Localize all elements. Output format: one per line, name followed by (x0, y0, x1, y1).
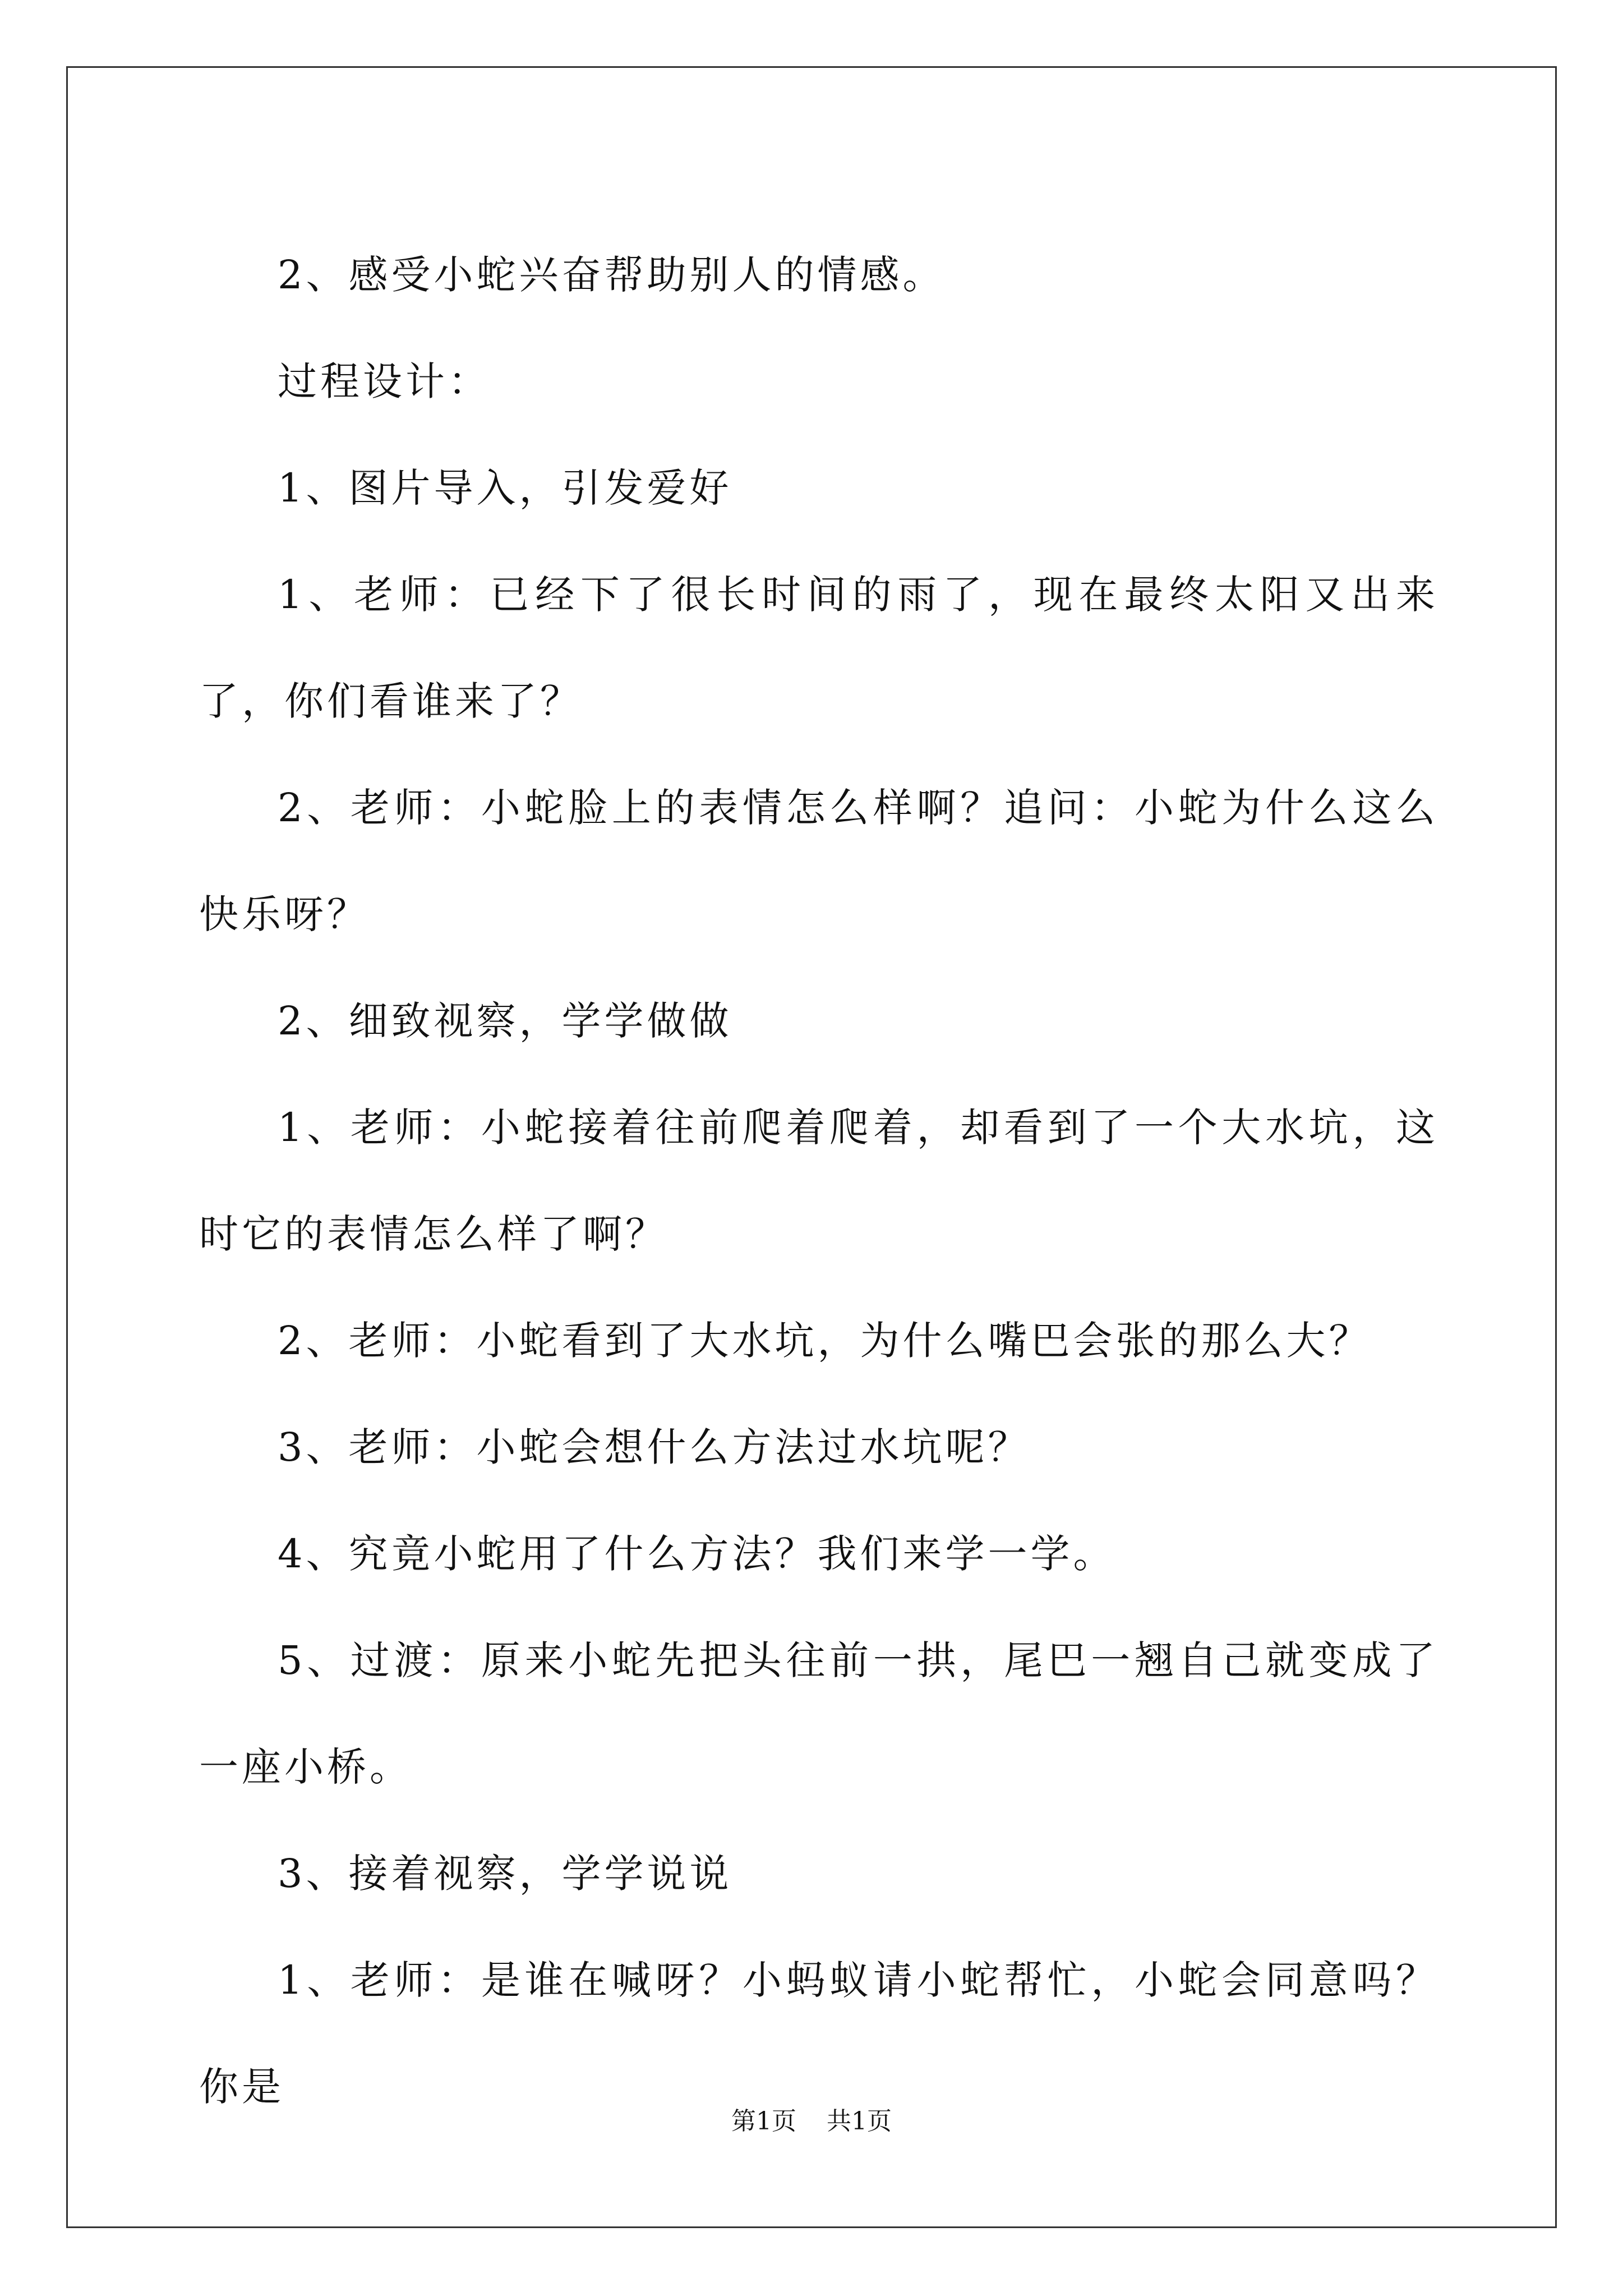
document-body (199, 222, 1438, 2140)
paragraph: 1、老师：小蛇接着往前爬着爬着，却看到了一个大水坑，这时它的表情怎么样了啊？ (199, 1105, 1438, 1257)
paragraph: 5、过渡：原来小蛇先把头往前一拱，尾巴一翘自己就变成了一座小桥。 (199, 1637, 1438, 1790)
page-number: 第1页 (731, 2107, 796, 2136)
paragraph: 2、细致视察，学学做做 (278, 998, 732, 1044)
paragraph: 3、接着视察，学学说说 (278, 1851, 732, 1897)
paragraph: 2、老师：小蛇看到了大水坑，为什么嘴巴会张的那么大？ (278, 1318, 1372, 1364)
page-footer (0, 2101, 1623, 2137)
paragraph: 1、图片导入，引发爱好 (278, 465, 732, 511)
paragraph: 1、老师：是谁在喊呀？小蚂蚁请小蛇帮忙，小蛇会同意吗？你是 (199, 1957, 1438, 2110)
paragraph: 2、老师：小蛇脸上的表情怎么样啊？追问：小蛇为什么这么快乐呀？ (199, 785, 1438, 937)
page-total: 共1页 (827, 2107, 892, 2136)
paragraph: 1、老师：已经下了很长时间的雨了，现在最终太阳又出来了，你们看谁来了？ (199, 572, 1438, 724)
paragraph: 3、老师：小蛇会想什么方法过水坑呢？ (278, 1424, 1031, 1470)
paragraph: 过程设计： (278, 358, 491, 404)
paragraph: 4、究竟小蛇用了什么方法？我们来学一学。 (278, 1531, 1116, 1577)
paragraph: 2、感受小蛇兴奋帮助别人的情感。 (278, 252, 946, 298)
